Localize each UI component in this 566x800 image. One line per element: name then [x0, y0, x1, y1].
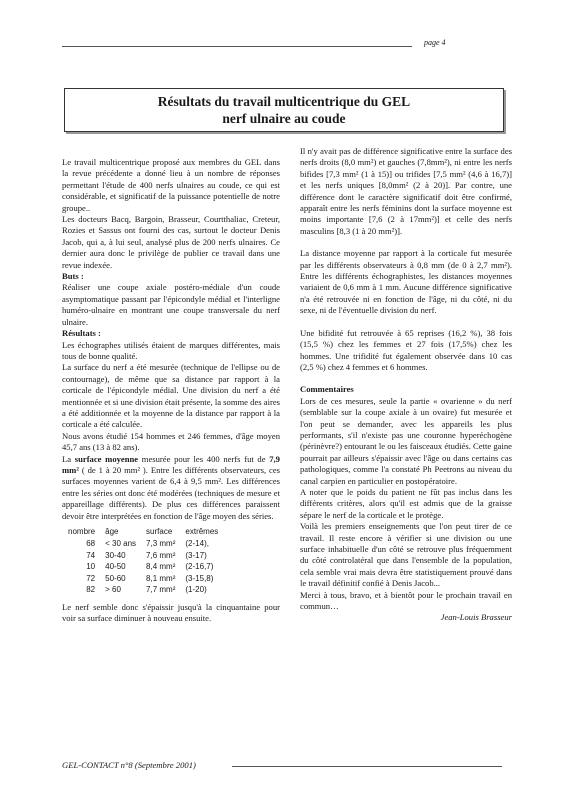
table-cell: 8,1 mm²: [146, 573, 176, 583]
table-cell: (2-16,7): [185, 562, 214, 572]
right-paragraph-2: La distance moyenne par rapport à la corticale fut mesurée par les différents observateurs à 0,8 mm (de 0 à 2,7 mm²). Entre les différents échographistes, les distances moyennes variaient de 0,6 mm à 1 mm. Aucune différence significative n'a été retrouvée ni en fonction de l'âge, ni du côté, ni du sexe, ni de l'éventuelle division du nerf.: [300, 248, 512, 316]
table-cell: 82: [86, 585, 96, 595]
results-heading: Résultats :: [62, 328, 101, 339]
table-row: [68, 561, 228, 573]
right-paragraph-1: Il n'y avait pas de différence significative entre la surface des nerfs droits (8,0 mm²) et gauches (7,8mm²), ni entre les nerfs bifides [7,3 mm² (1 à 15)] ou trifides [7,5 mm² (4,6 à 16,7)] et les nerfs uniques [8,0mm² (2 à 20)]. Par contre, une différence dont le caractère significatif doit être confirmé, apparaît entre les nerfs féminins dont la surface moyenne est moins importante [7,6 (2 à 17mm²)] et celle des nerfs masculins [8,3 (1 à 20 mm²)].: [300, 146, 512, 236]
table-cell: > 60: [105, 585, 121, 595]
table-cell: < 30 ans: [105, 539, 137, 549]
r4-surface-moyenne: surface moyenne: [74, 453, 139, 464]
age-surface-table: [68, 526, 228, 596]
header-rule: [62, 46, 412, 47]
table-cell: 10: [86, 562, 96, 572]
comments-paragraph-4: Merci à tous, bravo, et à bientôt pour le prochain travail en commun…: [300, 589, 512, 612]
table-cell: 7,3 mm²: [146, 539, 176, 549]
table-cell: 74: [86, 550, 96, 560]
table-row: [68, 584, 228, 596]
table-header: nombre: [68, 527, 96, 536]
buts-heading: Buts :: [62, 271, 84, 282]
comments-heading: Commentaires: [300, 384, 354, 395]
table-cell: 72: [86, 573, 96, 583]
table-cell: 8,4 mm²: [146, 562, 176, 572]
table-row: [68, 573, 228, 585]
r4-part-a: La: [62, 453, 75, 464]
footer-text: GEL-CONTACT n°8 (Septembre 2001): [62, 760, 196, 770]
results-paragraph-2: La surface du nerf a été mesurée (technique de l'ellipse ou de contournage), de même que sa distance par rapport à la corticale de l'épicondyle médial. Une division du nerf a été mentionnée et si une division était présente, la somme des aires a été additionnée et la moyenne de la distance par rapport à la corticale a été calculée.: [62, 362, 280, 430]
signature: Jean-Louis Brasseur: [440, 612, 512, 623]
table-row: [68, 550, 228, 562]
right-column: [300, 146, 512, 624]
table-cell: 7,6 mm²: [146, 550, 176, 560]
title-box: [64, 88, 504, 132]
results-paragraph-3: Nous avons étudié 154 hommes et 246 femmes, d'âge moyen 45,7 ans (13 à 82 ans).: [62, 430, 280, 453]
table-cell: 7,7 mm²: [146, 585, 176, 595]
table-cell: 50-60: [105, 573, 126, 583]
results-paragraph-4: [62, 454, 280, 522]
outro-paragraph: Le nerf semble donc s'épaissir jusqu'à la cinquantaine pour voir sa surface diminuer à nouveau ensuite.: [62, 601, 280, 624]
table-cell: 68: [86, 539, 96, 549]
table-header: âge: [105, 527, 119, 536]
doctors-paragraph: Les docteurs Bacq, Bargoin, Brasseur, Courtthaliac, Creteur, Rozies et Sassus ont fourni des cas, surtout le docteur Denis Jacob, qui a, à lui seul, analysé plus de 200 nerfs ulnaires. Ce dernier aura donc le privilège de publier ce travail dans une revue indexée.: [62, 214, 280, 270]
table-cell: (3-17): [185, 550, 207, 560]
comments-paragraph-1: Lors de ces mesures, seule la partie « ovarienne » du nerf (semblable sur la coupe axiale à un ovaire) fut mesurée et l'on peut se demander, avec les appareils les plus performants, s'il n'existe pas une couronne hyperéchogène (périnèvre?) entourant le ou les faisceaux étudiés. Cette gaine pourrait par ailleurs s'épaissir avec l'âge ou dans certains cas pathologiques, comme l'a constaté Ph Peetrons au niveau du canal carpien en particulier en postopératoire.: [300, 395, 512, 486]
footer-rule: [232, 766, 502, 767]
intro-paragraph: Le travail multicentrique proposé aux membres du GEL dans la revue précédente a donné lieu à un nombre de réponses permettant l'étude de 400 nerfs ulnaires au coude, ce qui est considérable, et significatif de la puissance potentielle de notre groupe..: [62, 157, 280, 213]
comments-paragraph-2: A noter que le poids du patient ne fût pas inclus dans les différents critères, alors qu'il est admis que de la graisse sépare le nerf de la corticale et le protège.: [300, 486, 512, 520]
table-header: extrêmes: [185, 527, 219, 536]
buts-paragraph: Réaliser une coupe axiale postéro-médiale d'un coude asymptomatique passant par l'épicondyle médial et l'interligne huméro-ulnaire en montrant une coupe transversale du nerf ulnaire.: [62, 282, 280, 327]
right-paragraph-3: Une bifidité fut retrouvée à 65 reprises (16,2 %), 38 fois (15,5 %) chez les femmes et 27 fois (17,5%) chez les hommes. Une trifidité fut également observée dans 10 cas (2,5 %) chez 4 femmes et 6 hommes.: [300, 327, 512, 372]
table-cell: 40-50: [105, 562, 126, 572]
table-cell: (1-20): [185, 585, 207, 595]
table-cell: (2-14),: [185, 539, 209, 549]
r4-value: 7,9 mm²: [62, 453, 280, 475]
page-number: page 4: [424, 38, 446, 47]
table-cell: (3-15,8): [185, 573, 214, 583]
title-line-1: Résultats du travail multicentrique du GEL: [157, 94, 411, 109]
comments-paragraph-3: Voilà les premiers enseignements que l'on peut tirer de ce travail. Il reste encore à vérifier si une division ou une surface inhabituelle d'un côté se retrouve plus fréquemment du côté controlatéral que dans l'ensemble de la population, cela semble vrai mais devra être statistiquement prouvé dans le travail définitif confié à Denis Jacob...: [300, 521, 512, 589]
title-line-2: nerf ulnaire au coude: [222, 111, 346, 126]
r4-part-c: mesurée pour les 400 nerfs fut de: [138, 453, 270, 464]
results-paragraph-1: Les échographes utilisés étaient de marques différentes, mais tous de bonne qualité.: [62, 339, 280, 361]
left-column: [62, 146, 280, 625]
r4-part-e: ( de 1 à 20 mm² ). Entre les différents observateurs, ces surfaces moyennes varient de 6,4 à 9,5 mm². Les différences entre les séries ont donc été modérées (techniques de mesure et appareillage différents). De plus ces différences paraissent devoir être interprétées en fonction de l'âge moyen des séries.: [62, 464, 280, 521]
table-cell: 30-40: [105, 550, 126, 560]
table-row: [68, 538, 228, 550]
table-header: surface: [146, 527, 173, 536]
